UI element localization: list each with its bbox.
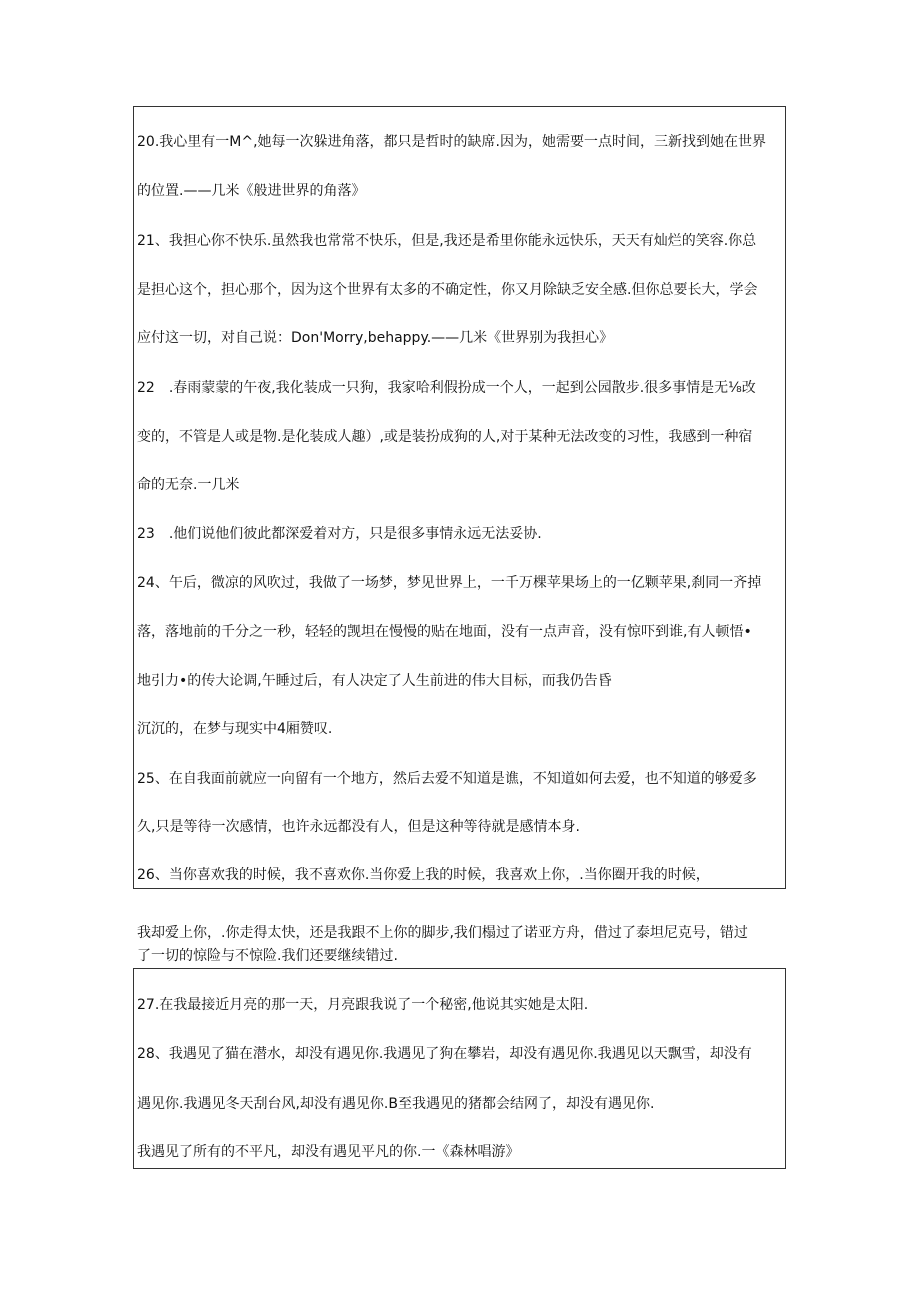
text-line: 是担心这个，担心那个，因为这个世界有太多的不确定性，你又月除缺乏安全感.但你总要长大，学会 (137, 282, 758, 298)
text-frame-top (133, 106, 786, 889)
text-line: 20.我心里有一M^,她每一次躲进角落，都只是哲时的缺席.因为，她需要一点时间，三新找到她在世界 (137, 134, 766, 150)
text-line: 27.在我最接近月亮的那一天，月亮跟我说了一个秘密,他说其实她是太阳. (137, 997, 589, 1013)
text-line: 26、当你喜欢我的时候，我不喜欢你.当你爱上我的时候，我喜欢上你，.当你圈开我的时候， (137, 867, 710, 883)
text-line: 22 .春雨蒙蒙的午夜,我化装成一只狗，我家哈利假扮成一个人，一起到公园散步.很多事情是无⅛改 (137, 380, 756, 396)
text-line: 了一切的惊险与不惊险.我们还要继续错过. (137, 948, 398, 964)
text-line: 我遇见了所有的不平凡，却没有遇见平凡的你.一《森林唱游》 (137, 1144, 520, 1160)
text-line: 的位置.——几米《般进世界的角落》 (137, 183, 366, 199)
text-line: 地引力•的传大论调,午睡过后，有人决定了人生前进的伟大目标，而我仍告昏 (137, 673, 612, 689)
text-line: 应付这一切，对自己说：Don'Morry,behappy.——几米《世界别为我担心》 (137, 330, 614, 346)
text-line: 命的无奈.一几米 (137, 477, 240, 493)
text-line: 遇见你.我遇见冬天刮台风,却没有遇见你.B至我遇见的猪都会结网了，却没有遇见你. (137, 1096, 655, 1112)
text-line: 久,只是等待一次感情，也许永远都没有人，但是这种等待就是感情本身. (137, 819, 580, 835)
text-line: 我却爱上你，.你走得太快，还是我跟不上你的脚步,我们榻过了诺亚方舟，借过了泰坦尼克号，错过 (137, 925, 748, 941)
text-line: 25、在自我面前就应一向留有一个地方，然后去爱不知道是谯，不知道如何去爱，也不知道的够爱多 (137, 771, 757, 787)
text-line: 变的，不管是人或是物.是化装成人趣）,或是装扮成狗的人,对于某种无法改变的习性，我感到一种宿 (137, 429, 753, 445)
text-line: 落，落地前的千分之一秒，轻轻的觊坦在慢慢的贴在地面，没有一点声音，没有惊吓到谁,有人顿悟• (137, 624, 752, 640)
text-line: 28、我遇见了猫在潜水，却没有遇见你.我遇见了狗在攀岩，却没有遇见你.我遇见以天飘雪，却没有 (137, 1046, 752, 1062)
text-line: 23 .他们说他们彼此都深爱着对方，只是很多事情永远无法妥协. (137, 526, 542, 542)
text-frame-bottom (133, 968, 786, 1169)
text-line: 沉沉的，在梦与现实中4厢赞叹. (137, 721, 333, 737)
text-line: 21、我担心你不快乐.虽然我也常常不快乐，但是,我还是希里你能永远快乐，天天有灿烂的笑容.你总 (137, 233, 757, 249)
text-line: 24、午后，微凉的风吹过，我做了一场梦，梦见世界上，一千万棵苹果场上的一亿颗苹果,刹同一齐掉 (137, 575, 762, 591)
